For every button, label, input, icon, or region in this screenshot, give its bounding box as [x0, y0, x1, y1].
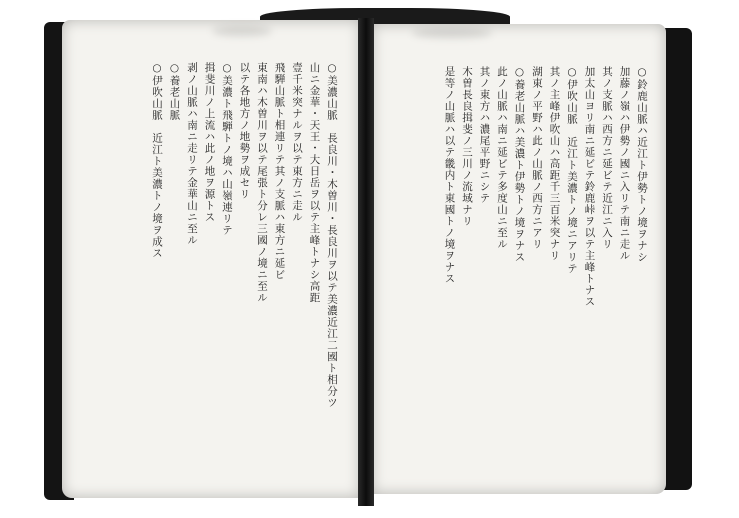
- left-line: 剥ノ山脈ハ南ニ走リテ金華山ニ至ル: [186, 62, 198, 246]
- left-line: 以テ各地方ノ地勢ヲ成セリ: [238, 62, 251, 200]
- right-cover-edge: [664, 28, 692, 490]
- left-line: 揖斐川ノ上流ハ此ノ地ヲ源トス: [203, 62, 216, 223]
- right-page: [372, 24, 666, 494]
- page-stain: [412, 28, 492, 38]
- left-page-text: [78, 62, 340, 470]
- right-page-text: [390, 66, 650, 466]
- left-page: [62, 20, 360, 498]
- right-line: 是等ノ山脈ハ以テ畿内ト東國トノ境ヲナス: [443, 66, 456, 285]
- page-stain: [212, 26, 272, 36]
- left-line: ○伊吹山脈 近江ト美濃トノ境ヲ成ス: [151, 62, 163, 259]
- left-line: 飛騨山脈ト相連リテ其ノ支脈ハ東方ニ延ビ: [273, 62, 286, 281]
- left-line: ○美濃山脈 長良川・木曽川・長良川ヲ以テ美濃近江二國ト相分ツ: [326, 62, 338, 409]
- right-line: 其ノ主峰伊吹山ハ高距千三百米突ナリ: [548, 66, 561, 262]
- right-line: 木曽長良揖斐ノ三川ノ流域ナリ: [461, 66, 473, 227]
- right-line: ○養老山脈ハ美濃ト伊勢トノ境ヲナス: [513, 66, 526, 263]
- right-line: 加藤ノ嶺ハ伊勢ノ國ニ入リテ南ニ走ル: [618, 66, 631, 262]
- right-line: 加太山ヨリ南ニ延ビテ鈴鹿峠ヲ以テ主峰トナス: [583, 66, 596, 308]
- left-line: 山ニ金華・天王・大日岳ヲ以テ主峰トナシ高距: [308, 62, 321, 304]
- left-line: 壹千米突ナルヲ以テ東方ニ走ル: [291, 62, 303, 223]
- right-line: ○鈴鹿山脈ハ近江ト伊勢トノ境ヲナシ: [636, 66, 648, 263]
- right-line: 此ノ山脈ハ南ニ延ビテ多度山ニ至ル: [496, 66, 508, 250]
- left-line: ○美濃ト飛騨トノ境ハ山嶺連リテ: [221, 62, 233, 236]
- right-line: ○伊吹山脈 近江ト美濃トノ境ニアリテ: [566, 66, 578, 275]
- book-spine: [358, 18, 374, 506]
- right-line: 湖東ノ平野ハ此ノ山脈ノ西方ニアリ: [531, 66, 543, 250]
- right-line: 其ノ支脈ハ西方ニ延ビテ近江ニ入リ: [601, 66, 613, 250]
- right-line: 其ノ東方ハ濃尾平野ニシテ: [478, 66, 491, 204]
- left-line: ○養老山脈: [168, 62, 181, 121]
- left-line: 東南ハ木曽川ヲ以テ尾張ト分レ三國ノ境ニ至ル: [256, 62, 268, 304]
